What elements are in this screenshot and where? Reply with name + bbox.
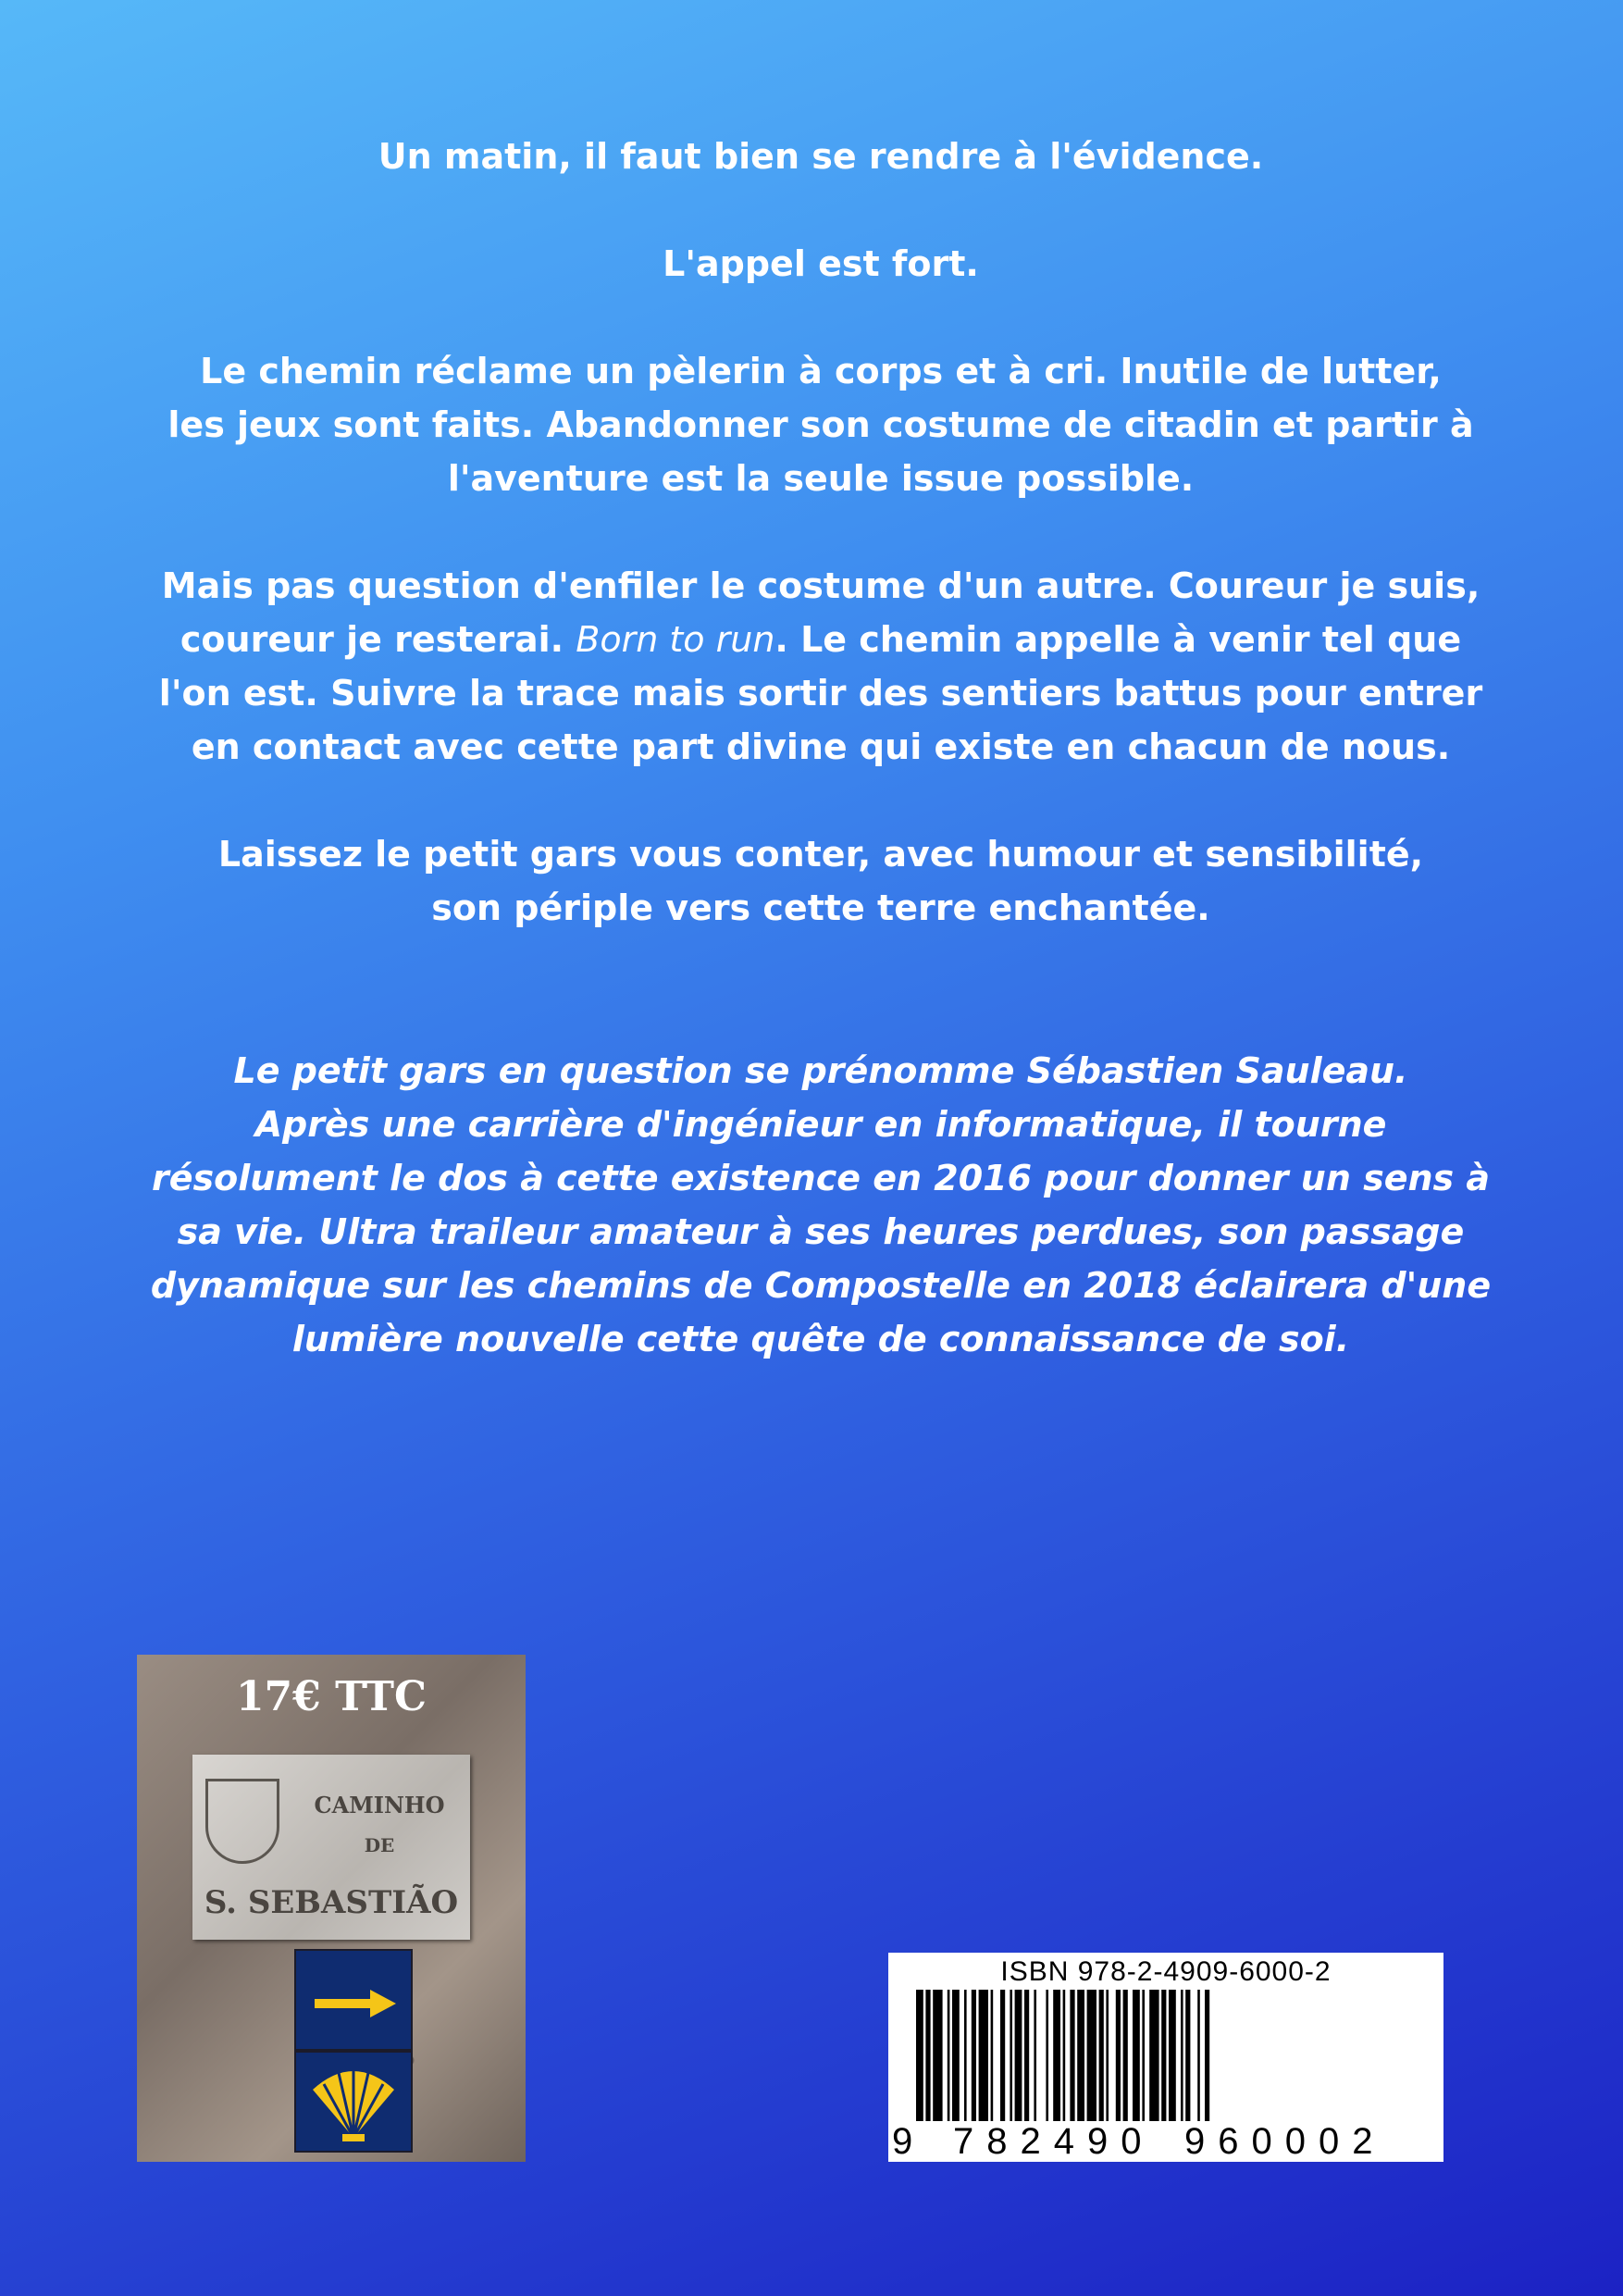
bio-line: lumière nouvelle cette quête de connaissance de soi. [291,1319,1350,1359]
barcode-bar [1181,1990,1183,2138]
barcode-bar [964,1990,967,2138]
blurb-paragraph-3 [111,344,1530,505]
blurb-paragraph-5 [111,827,1530,935]
barcode-bar [925,1990,930,2138]
blurb-line: son périple vers cette terre enchantée. [431,887,1210,928]
barcode-bar [1185,1990,1190,2138]
camino-sign-photo [137,1655,526,2162]
author-bio [111,1044,1530,1366]
barcode-bar [1149,1990,1158,2138]
barcode-bar [1024,1990,1029,2138]
barcode-bar [1010,1990,1012,2138]
barcode-bar [1197,1990,1200,2138]
barcode-bar [952,1990,960,2138]
blurb-line: Le chemin réclame un pèlerin à corps et à cri. Inutile de lutter, [200,351,1442,391]
barcode-bar [1046,1990,1048,2138]
bio-line: Le petit gars en question se prénomme Sébastien Sauleau. [233,1050,1408,1091]
plaque-line-2: DE [364,1834,395,1856]
bio-line: sa vie. Ultra traileur amateur à ses heures perdues, son passage [177,1211,1465,1252]
back-cover-blurb [111,130,1530,988]
blurb-paragraph-4 [111,559,1530,774]
barcode-bar [1169,1990,1176,2138]
blurb-line: Mais pas question d'enfiler le costume d'un autre. Coureur je suis, [161,565,1481,606]
barcode-bar [1099,1990,1104,2138]
blurb-line: l'aventure est la seule issue possible. [447,458,1195,499]
barcode-bar [991,1990,994,2138]
born-to-run-italic: Born to run [576,619,775,660]
barcode-digits [888,2121,1443,2162]
barcode-bar [1123,1990,1128,2138]
barcode-bar [1077,1990,1084,2138]
barcode-bar [1116,1990,1121,2138]
barcode-bar [1205,1990,1209,2138]
barcode-bar [1133,1990,1140,2138]
blurb-paragraph-2: L'appel est fort. [663,243,979,284]
blurb-line: . Le chemin appelle à venir tel que [774,619,1462,660]
barcode-bar [1106,1990,1109,2138]
yellow-arrow-icon [313,1988,398,2019]
blurb-line: l'on est. Suivre la trace mais sortir des sentiers battus pour entrer [158,673,1483,714]
barcode-bar [948,1990,950,2138]
blurb-line: coureur je resterai. [180,619,576,660]
barcode-bar [916,1990,923,2138]
barcode-bar [979,1990,988,2138]
barcode-bar [1000,1990,1005,2138]
bio-line: dynamique sur les chemins de Compostelle en 2018 éclairera d'une [150,1265,1492,1306]
arrow-tile [294,1949,413,2051]
isbn-barcode [888,1953,1443,2162]
plaque-line-3: S. SEBASTIÃO [204,1884,459,1921]
barcode-bar [1053,1990,1060,2138]
barcode-bar [1015,1990,1022,2138]
shell-tile [294,2051,413,2153]
barcode-bar [1063,1990,1066,2138]
barcode-bar [1070,1990,1074,2138]
barcode-bars [916,1990,1416,2138]
street-plaque [192,1755,470,1940]
barcode-bar [1142,1990,1145,2138]
barcode-bar [1034,1990,1036,2138]
barcode-digit-group-1: 782490 [953,2121,1155,2162]
barcode-bar [972,1990,976,2138]
isbn-text: ISBN 978-2-4909-6000-2 [1000,1956,1332,1987]
bio-line: résolument le dos à cette existence en 2016 pour donner un sens à [151,1158,1491,1198]
barcode-digit-first: 9 [892,2121,913,2162]
barcode-bar [1087,1990,1096,2138]
blurb-paragraph-1: Un matin, il faut bien se rendre à l'évidence. [378,136,1264,177]
blurb-line: Laissez le petit gars vous conter, avec humour et sensibilité, [217,834,1424,875]
scallop-shell-icon [296,2053,411,2151]
blurb-line: en contact avec cette part divine qui existe en chacun de nous. [191,726,1451,767]
blurb-line: les jeux sont faits. Abandonner son costume de citadin et partir à [167,404,1474,445]
bio-line: Après une carrière d'ingénieur en informatique, il tourne [254,1104,1387,1145]
barcode-digit-group-2: 960002 [1184,2121,1386,2162]
plaque-line-1: CAMINHO [314,1792,445,1818]
coat-of-arms-icon [205,1779,279,1864]
barcode-bar [933,1990,942,2138]
barcode-bar [1161,1990,1166,2138]
price-label: 17€ TTC [235,1673,427,1720]
